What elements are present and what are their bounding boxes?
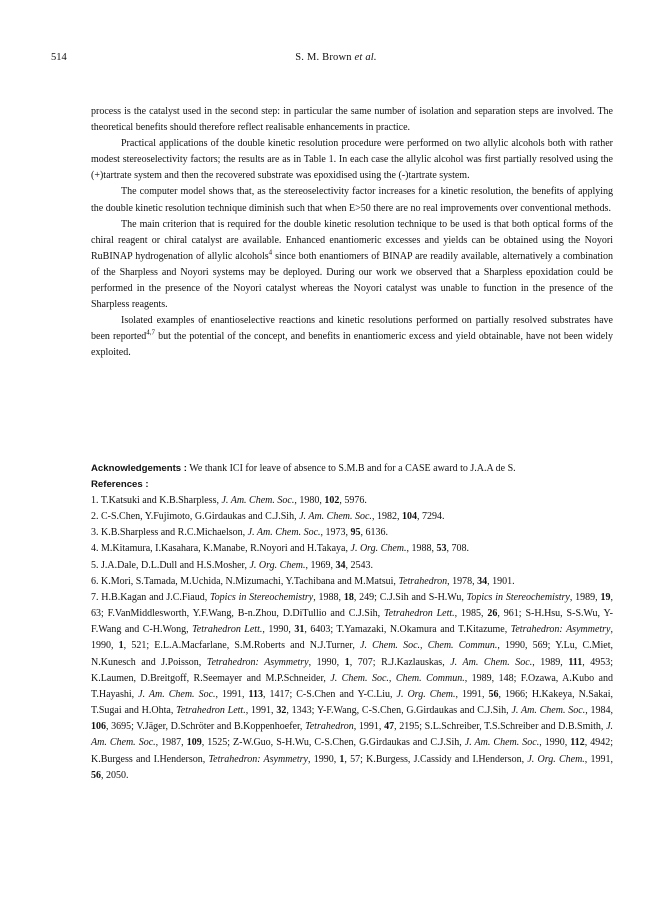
- page-header: [51, 52, 621, 68]
- page-number: 514: [51, 52, 67, 63]
- body-paragraph: process is the catalyst used in the second step: in particular the same number of isolation and separation steps are involved. The theoretical benefits should therefore reflect realisable enhancements in practice.: [91, 106, 613, 134]
- body-text: [91, 104, 613, 362]
- acknowledgements-heading: Acknowledgements :: [91, 463, 187, 474]
- reference-item: 3. K.B.Sharpless and R.C.Michaelson, J. Am. Chem. Soc., 1973, 95, 6136.: [91, 527, 389, 539]
- reference-item: 6. K.Mori, S.Tamada, M.Uchida, N.Mizumachi, Y.Tachibana and M.Matsui, Tetrahedron, 1978, 34, 1901.: [91, 575, 515, 587]
- acknowledgements-text: We thank ICI for leave of absence to S.M.B and for a CASE award to J.A.A de S.: [186, 463, 516, 474]
- running-head: [51, 52, 621, 63]
- reference-item: 2. C-S.Chen, Y.Fujimoto, G.Girdaukas and C.J.Sih, J. Am. Chem. Soc., 1982, 104, 7294.: [91, 511, 445, 523]
- references-heading: References :: [91, 479, 149, 490]
- reference-item: 7. H.B.Kagan and J.C.Fiaud, Topics in Stereochemistry, 1988, 18, 249; C.J.Sih and S-H.Wu, Topics in Stereochemistry, 1989, 19, 63; F.VanMiddlesworth, Y.F.Wang, B-n.Zhou, D.DiTullio and C.J.Sih, Tetrahedron Lett., 1985, 26, 961; S-H.Hsu, S-S.Wu, Y-F.Wang and C-H.Wong, Tetrahedron Lett., 1990, 31, 6403; T.Yamazaki, N.Okamura and T.Kitazume, Tetrahedron: Asymmetry, 1990, 1, 521; E.L.A.Macfarlane, S.M.Roberts and N.J.Turner, J. Chem. Soc., Chem. Commun., 1990, 569; Y.Lu, C.Miet, N.Kunesch and J.Poisson, Tetrahedron: Asymmetry, 1990, 1, 707; R.J.Kazlauskas, J. Am. Chem. Soc., 1989, 111, 4953; K.Laumen, D.Breitgoff, R.Seemayer and M.P.Schneider, J. Chem. Soc., Chem. Commun., 1989, 148; F.Ozawa, A.Kubo and T.Hayashi, J. Am. Chem. Soc., 1991, 113, 1417; C-S.Chen and Y-C.Liu, J. Org. Chem., 1991, 56, 1966; H.Kakeya, N.Sakai, T.Sugai and H.Ohta, Tetrahedron Lett., 1991, 32, 1343; Y-F.Wang, C-S.Chen, G.Girdaukas and C.J.Sih, J. Am. Chem. Soc., 1984, 106, 3695; V.Jäger, D.Schröter and B.Koppenhoefer, Tetrahedron, 1991, 47, 2195; S.L.Schreiber, T.S.Schreiber and D.B.Smith, J. Am. Chem. Soc., 1987, 109, 1525; Z-W.Guo, S-H.Wu, C-S.Chen, G.Girdaukas and C.J.Sih, J. Am. Chem. Soc., 1990, 112, 4942; K.Burgess and I.Henderson, Tetrahedron: Asymmetry, 1990, 1, 57; K.Burgess, J.Cassidy and I.Henderson, J. Org. Chem., 1991, 56, 2050.: [91, 591, 614, 781]
- reference-item: 4. M.Kitamura, I.Kasahara, K.Manabe, R.Noyori and H.Takaya, J. Org. Chem., 1988, 53, 708.: [91, 543, 470, 555]
- body-paragraph: The computer model shows that, as the stereoselectivity factor increases for a kinetic resolution, the benefits of applying the double kinetic resolution technique diminish such that when E>50 there are no real improvements over conventional methods.: [91, 186, 613, 214]
- running-head-etal: et al.: [354, 52, 377, 63]
- reference-item: 5. J.A.Dale, D.L.Dull and H.S.Mosher, J. Org. Chem., 1969, 34, 2543.: [91, 559, 373, 571]
- reference-list: [91, 493, 613, 784]
- body-paragraph: Practical applications of the double kinetic resolution procedure were performed on two allylic alcohols both with rather modest stereoselectivity factors; the results are as in Table 1. In each case the allylic alcohol was first partially resolved using the (+)tartrate system and then the recovered substrate was epoxidised using the (-)tartrate system.: [91, 138, 613, 182]
- body-paragraph: The main criterion that is required for the double kinetic resolution technique to be used is that both optical forms of the chiral reagent or chiral catalyst are available. Enhanced enantiomeric excesses and yields can be obtained using the Noyori RuBINAP hydrogenation of allylic alcohols$^4$ since both enantiomers of BINAP are readily available, alternatively a combination of the Sharpless and Noyori systems may be deployed. During our work we observed that a Sharpless epoxidation could be performed in the presence of the Noyori catalyst whereas the Noyori catalyst was unable to function in the presence of the Sharpless reagents.: [91, 218, 613, 311]
- acknowledgements: [91, 461, 621, 477]
- reference-item: 1. T.Katsuki and K.B.Sharpless, J. Am. Chem. Soc., 1980, 102, 5976.: [91, 495, 367, 506]
- body-paragraph: Isolated examples of enantioselective reactions and kinetic resolutions performed on partially resolved substrates have been reported$^{4,7}$ but the potential of the concept, and benefits in enantiomeric excess and yield obtainable, have not been widely exploited.: [91, 315, 613, 359]
- running-head-authors: S. M. Brown: [295, 52, 352, 63]
